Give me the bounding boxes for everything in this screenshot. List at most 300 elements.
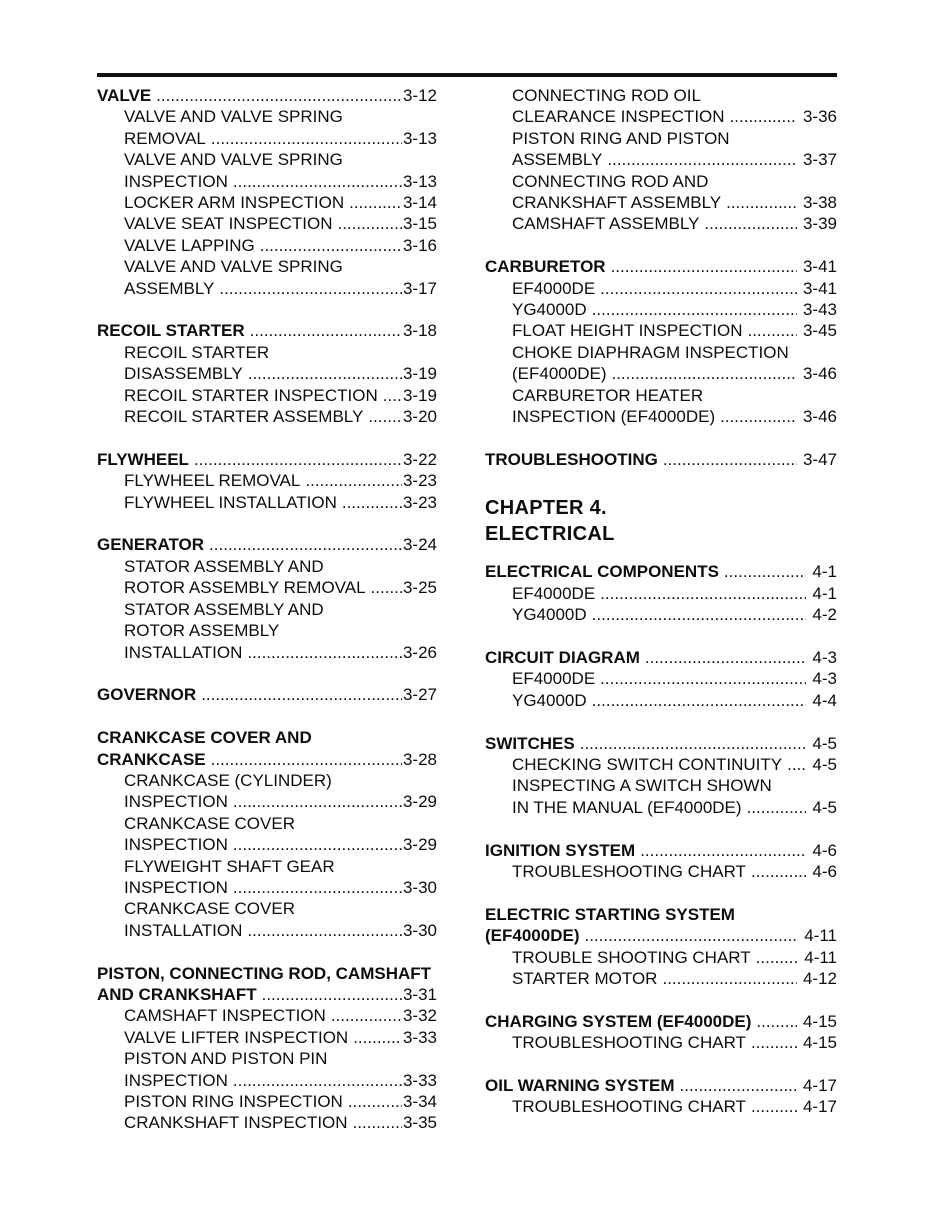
toc-entry-text: CHOKE DIAPHRAGM INSPECTION <box>512 342 789 362</box>
toc-entry-text: CONNECTING ROD AND <box>512 171 709 191</box>
dot-leader <box>756 1011 797 1032</box>
toc-section <box>485 1075 837 1118</box>
toc-entry-text: CLEARANCE INSPECTION <box>512 107 725 127</box>
toc-entry-text: EF4000DE <box>512 669 596 689</box>
page-number: 3-17 <box>402 278 437 298</box>
toc-entry-text: FLYWEIGHT SHAFT GEAR <box>124 856 335 876</box>
toc-entry-line <box>97 192 437 213</box>
toc-entry-text: IN THE MANUAL (EF4000DE) <box>512 797 742 817</box>
page-number: 3-46 <box>802 364 837 384</box>
toc-entry-text: INSPECTING A SWITCH SHOWN <box>512 776 772 796</box>
toc-entry-line <box>485 192 837 213</box>
dot-leader <box>600 583 806 604</box>
toc-entry-line <box>485 449 837 470</box>
dot-leader <box>611 256 797 277</box>
toc-entry-line <box>97 620 437 641</box>
page-number: 3-24 <box>402 535 437 555</box>
toc-entry-text: YG4000D <box>512 605 587 625</box>
dot-leader <box>262 984 402 1005</box>
toc-entry-text: CRANKCASE COVER AND <box>97 728 312 748</box>
dot-leader <box>383 385 402 406</box>
toc-entry-text: VALVE LIFTER INSPECTION <box>124 1027 349 1047</box>
toc-entry-line <box>485 213 837 234</box>
page-number: 3-22 <box>402 449 437 469</box>
toc-entry-text: DISASSEMBLY <box>124 364 243 384</box>
toc-entry-text: VALVE AND VALVE SPRING <box>124 150 343 170</box>
toc-section <box>485 733 837 819</box>
toc-entry-line <box>97 1091 437 1112</box>
dot-leader <box>580 733 807 754</box>
dot-leader <box>787 754 806 775</box>
page-number: 3-39 <box>802 214 837 234</box>
toc-entry-text: VALVE AND VALVE SPRING <box>124 257 343 277</box>
toc-entry-line <box>97 898 437 919</box>
page-number: 3-35 <box>402 1113 437 1133</box>
toc-entry-line <box>97 877 437 898</box>
toc-entry-text: INSPECTION <box>124 835 228 855</box>
toc-entry-line <box>97 278 437 299</box>
page-number: 3-30 <box>402 877 437 897</box>
toc-entry-text: INSPECTION <box>124 171 228 191</box>
dot-leader <box>349 192 402 213</box>
page-number: 3-38 <box>802 193 837 213</box>
dot-leader <box>211 128 402 149</box>
toc-entry-text: PISTON, CONNECTING ROD, CAMSHAFT <box>97 963 432 983</box>
toc-entry-line <box>485 278 837 299</box>
dot-leader <box>726 192 797 213</box>
toc-entry-line <box>97 556 437 577</box>
dot-leader <box>368 406 402 427</box>
dot-leader <box>724 561 807 582</box>
toc-entry-text: (EF4000DE) <box>485 926 580 946</box>
toc-entry-line <box>97 342 437 363</box>
toc-entry-line <box>485 668 837 689</box>
page-number: 4-6 <box>812 840 837 860</box>
toc-entry-line <box>97 856 437 877</box>
toc-entry-text: PISTON RING AND PISTON <box>512 128 730 148</box>
toc-entry-line <box>97 534 437 555</box>
dot-leader <box>607 149 797 170</box>
dot-leader <box>247 920 402 941</box>
toc-entry-line <box>485 840 837 861</box>
toc-entry-line <box>485 256 837 277</box>
toc-entry-line <box>97 599 437 620</box>
toc-entry-text: CAMSHAFT INSPECTION <box>124 1006 326 1026</box>
dot-leader <box>720 406 797 427</box>
toc-section <box>485 256 837 427</box>
page-number: 3-12 <box>402 86 437 105</box>
toc-entry-line <box>485 320 837 341</box>
toc-entry-text: OIL WARNING SYSTEM <box>485 1075 675 1095</box>
toc-section <box>485 449 837 470</box>
toc-entry-line <box>97 984 437 1005</box>
toc-entry-line <box>97 406 437 427</box>
toc-entry-text: VALVE AND VALVE SPRING <box>124 107 343 127</box>
toc-entry-line <box>485 904 837 925</box>
page-number: 4-3 <box>812 669 837 689</box>
toc-entry-line <box>97 920 437 941</box>
toc-entry-text: CIRCUIT DIAGRAM <box>485 647 640 667</box>
toc-entry-text: STARTER MOTOR <box>512 968 658 988</box>
toc-entry-text: ASSEMBLY <box>512 150 603 170</box>
toc-entry-line <box>485 775 837 796</box>
page-number: 4-15 <box>802 1033 837 1053</box>
toc-section <box>485 1011 837 1054</box>
page-number: 3-30 <box>402 920 437 940</box>
toc-entry-text: CRANKCASE COVER <box>124 899 295 919</box>
toc-entry-line <box>97 1112 437 1133</box>
page-number: 3-41 <box>802 257 837 277</box>
page-number: 3-26 <box>402 642 437 662</box>
dot-leader <box>211 749 402 770</box>
page-number: 3-15 <box>402 214 437 234</box>
toc-entry-line <box>97 106 437 127</box>
chapter-heading-text: ELECTRICAL <box>485 523 615 546</box>
dot-leader <box>248 363 402 384</box>
toc-entry-line <box>97 85 437 106</box>
toc-entry-text: GOVERNOR <box>97 685 197 705</box>
page-number: 3-23 <box>402 492 437 512</box>
page-number: 4-15 <box>802 1011 837 1031</box>
page-number: 3-34 <box>402 1092 437 1111</box>
dot-leader <box>260 235 402 256</box>
toc-entry-line <box>97 813 437 834</box>
page-number: 3-19 <box>402 364 437 384</box>
toc-entry-line <box>485 128 837 149</box>
toc-entry-text: INSPECTION <box>124 1070 228 1090</box>
page-number: 4-2 <box>812 605 837 625</box>
toc-column-left <box>97 85 437 1134</box>
toc-entry-line <box>485 583 837 604</box>
page-number: 3-31 <box>402 984 437 1004</box>
page-number: 4-17 <box>802 1075 837 1095</box>
toc-entry-line <box>485 106 837 127</box>
toc-entry-text: INSTALLATION <box>124 920 243 940</box>
toc-entry-text: RECOIL STARTER ASSEMBLY <box>124 407 364 427</box>
toc-section <box>485 647 837 711</box>
page-number: 3-28 <box>402 749 437 769</box>
toc-entry-line <box>97 492 437 513</box>
page-number: 4-1 <box>812 562 837 582</box>
toc-entry-line <box>485 561 837 582</box>
page-number: 3-33 <box>402 1027 437 1047</box>
toc-section <box>485 840 837 883</box>
chapter-heading-text: CHAPTER 4. <box>485 497 607 520</box>
page-number: 3-29 <box>402 792 437 812</box>
toc-section <box>485 561 837 625</box>
toc-entry-text: YG4000D <box>512 300 587 320</box>
toc-entry-line <box>97 363 437 384</box>
page-number: 3-19 <box>402 385 437 405</box>
toc-entry-text: ASSEMBLY <box>124 278 215 298</box>
toc-entry-line <box>485 1075 837 1096</box>
toc-entry-text: TROUBLESHOOTING CHART <box>512 1033 746 1053</box>
chapter-heading <box>485 495 837 547</box>
page-number: 4-4 <box>812 690 837 710</box>
dot-leader <box>611 363 796 384</box>
toc-entry-text: EF4000DE <box>512 583 596 603</box>
toc-entry-text: INSTALLATION <box>124 642 243 662</box>
dot-leader <box>747 320 796 341</box>
dot-leader <box>331 1005 402 1026</box>
toc-entry-line <box>485 733 837 754</box>
dot-leader <box>233 791 402 812</box>
toc-entry-text: INSPECTION <box>124 792 228 812</box>
dot-leader <box>600 668 806 689</box>
toc-entry-text: VALVE <box>97 86 152 105</box>
dot-leader <box>233 1070 402 1091</box>
toc-entry-line <box>485 968 837 989</box>
toc-entry-line <box>485 171 837 192</box>
toc-entry-text: PISTON RING INSPECTION <box>124 1092 343 1111</box>
toc-entry-line <box>97 577 437 598</box>
toc-entry-line <box>97 1027 437 1048</box>
toc-entry-line <box>97 171 437 192</box>
dot-leader <box>233 877 402 898</box>
toc-entry-text: ELECTRIC STARTING SYSTEM <box>485 904 735 924</box>
page-number: 3-14 <box>402 193 437 213</box>
toc-entry-line <box>97 385 437 406</box>
toc-entry-text: RECOIL STARTER INSPECTION <box>124 385 378 405</box>
toc-entry-text: VALVE LAPPING <box>124 235 255 255</box>
toc-entry-line <box>97 470 437 491</box>
toc-entry-text: INSPECTION <box>124 877 228 897</box>
toc-entry-line <box>485 797 837 818</box>
toc-entry-line <box>485 604 837 625</box>
dot-leader <box>756 947 799 968</box>
dot-leader <box>156 85 402 106</box>
dot-leader <box>305 470 402 491</box>
toc-entry-line <box>97 128 437 149</box>
toc-entry-line <box>485 1032 837 1053</box>
page-number: 3-27 <box>402 685 437 705</box>
page-number: 4-5 <box>812 797 837 817</box>
toc-section <box>97 85 437 299</box>
dot-leader <box>371 577 402 598</box>
toc-entry-line <box>97 320 437 341</box>
toc-entry-line <box>97 684 437 705</box>
toc-content <box>97 73 837 1134</box>
toc-entry-line <box>485 861 837 882</box>
page-number: 3-13 <box>402 128 437 148</box>
toc-entry-text: CRANKCASE <box>97 749 206 769</box>
toc-column-right <box>485 85 837 1118</box>
dot-leader <box>353 1027 402 1048</box>
toc-entry-text: ROTOR ASSEMBLY <box>124 621 280 641</box>
toc-entry-line <box>97 834 437 855</box>
dot-leader <box>353 1112 402 1133</box>
dot-leader <box>662 968 797 989</box>
toc-entry-text: FLYWHEEL REMOVAL <box>124 471 301 491</box>
page-number: 4-11 <box>804 926 837 946</box>
toc-entry-line <box>485 1096 837 1117</box>
dot-leader <box>645 647 807 668</box>
page-number: 3-32 <box>402 1006 437 1026</box>
toc-entry-line <box>97 963 437 984</box>
top-rule <box>97 73 837 77</box>
toc-entry-line <box>485 85 837 106</box>
dot-leader <box>704 213 797 234</box>
page-number: 3-37 <box>802 150 837 170</box>
page-number: 4-1 <box>812 583 837 603</box>
toc-entry-line <box>485 947 837 968</box>
toc-section <box>97 727 437 941</box>
toc-entry-line <box>485 406 837 427</box>
dot-leader <box>680 1075 797 1096</box>
toc-entry-text: AND CRANKSHAFT <box>97 984 257 1004</box>
chapter-heading-line <box>485 521 837 547</box>
toc-entry-text: FLYWHEEL <box>97 449 189 469</box>
page-number: 4-12 <box>802 968 837 988</box>
toc-section <box>97 684 437 705</box>
toc-entry-text: CARBURETOR <box>485 257 606 277</box>
dot-leader <box>592 299 797 320</box>
toc-entry-text: YG4000D <box>512 690 587 710</box>
toc-entry-line <box>97 449 437 470</box>
toc-section <box>485 85 837 235</box>
toc-entry-text: CRANKCASE (CYLINDER) <box>124 770 332 790</box>
page-number: 3-25 <box>402 578 437 598</box>
dot-leader <box>751 861 806 882</box>
page-number: 3-13 <box>402 171 437 191</box>
dot-leader <box>640 840 806 861</box>
toc-entry-line <box>485 385 837 406</box>
toc-entry-line <box>97 235 437 256</box>
toc-entry-line <box>97 770 437 791</box>
dot-leader <box>219 278 402 299</box>
dot-leader <box>584 925 798 946</box>
toc-entry-text: TROUBLE SHOOTING CHART <box>512 947 751 967</box>
toc-entry-text: VALVE SEAT INSPECTION <box>124 214 333 234</box>
toc-entry-text: RECOIL STARTER <box>124 342 270 362</box>
dot-leader <box>747 797 807 818</box>
toc-entry-line <box>485 925 837 946</box>
toc-entry-line <box>485 754 837 775</box>
toc-entry-line <box>97 1048 437 1069</box>
toc-section <box>97 449 437 513</box>
dot-leader <box>663 449 797 470</box>
toc-entry-text: RECOIL STARTER <box>97 321 245 341</box>
toc-entry-line <box>97 749 437 770</box>
toc-entry-line <box>485 149 837 170</box>
dot-leader <box>337 213 402 234</box>
page-number: 3-29 <box>402 835 437 855</box>
page-number: 3-45 <box>802 321 837 341</box>
toc-columns <box>97 85 837 1134</box>
page-number: 4-17 <box>802 1097 837 1117</box>
toc-entry-text: SWITCHES <box>485 733 575 753</box>
toc-entry-line <box>97 1070 437 1091</box>
toc-entry-text: LOCKER ARM INSPECTION <box>124 193 345 213</box>
dot-leader <box>233 171 402 192</box>
toc-entry-line <box>97 791 437 812</box>
toc-entry-text: CONNECTING ROD OIL <box>512 86 701 105</box>
toc-entry-text: EF4000DE <box>512 278 596 298</box>
dot-leader <box>342 492 402 513</box>
toc-entry-text: FLYWHEEL INSTALLATION <box>124 492 337 512</box>
dot-leader <box>194 449 402 470</box>
dot-leader <box>751 1096 797 1117</box>
toc-entry-text: (EF4000DE) <box>512 364 607 384</box>
toc-entry-line <box>485 342 837 363</box>
dot-leader <box>592 604 807 625</box>
page-number: 4-5 <box>812 754 837 774</box>
dot-leader <box>201 684 402 705</box>
toc-entry-text: CARBURETOR HEATER <box>512 385 704 405</box>
dot-leader <box>209 534 402 555</box>
toc-entry-text: STATOR ASSEMBLY AND <box>124 556 324 576</box>
page-number: 3-41 <box>802 278 837 298</box>
page-number: 3-43 <box>802 300 837 320</box>
toc-entry-text: CHECKING SWITCH CONTINUITY <box>512 754 783 774</box>
toc-entry-text: CHARGING SYSTEM (EF4000DE) <box>485 1011 752 1031</box>
page-number: 3-46 <box>802 407 837 427</box>
page-number: 3-36 <box>802 107 837 127</box>
toc-entry-line <box>485 690 837 711</box>
toc-entry-text: STATOR ASSEMBLY AND <box>124 599 324 619</box>
page-number: 4-11 <box>804 947 837 967</box>
toc-entry-text: PISTON AND PISTON PIN <box>124 1049 328 1069</box>
page-number: 3-23 <box>402 471 437 491</box>
page-number: 3-33 <box>402 1070 437 1090</box>
page-number: 3-18 <box>402 321 437 341</box>
toc-entry-text: TROUBLESHOOTING CHART <box>512 1097 746 1117</box>
toc-entry-text: CAMSHAFT ASSEMBLY <box>512 214 700 234</box>
dot-leader <box>730 106 797 127</box>
dot-leader <box>600 278 797 299</box>
toc-entry-text: REMOVAL <box>124 128 206 148</box>
toc-entry-line <box>97 642 437 663</box>
toc-entry-line <box>97 256 437 277</box>
page-number: 4-3 <box>812 647 837 667</box>
dot-leader <box>348 1091 402 1112</box>
toc-section <box>485 904 837 990</box>
toc-entry-line <box>485 647 837 668</box>
toc-entry-text: TROUBLESHOOTING CHART <box>512 861 746 881</box>
page-number: 3-16 <box>402 235 437 255</box>
toc-entry-line <box>485 363 837 384</box>
toc-section <box>97 534 437 662</box>
dot-leader <box>247 642 402 663</box>
toc-entry-text: FLOAT HEIGHT INSPECTION <box>512 321 743 341</box>
toc-entry-line <box>97 213 437 234</box>
dot-leader <box>250 320 402 341</box>
toc-entry-text: CRANKSHAFT INSPECTION <box>124 1113 348 1133</box>
page-number: 3-47 <box>802 449 837 469</box>
page-number: 4-6 <box>812 861 837 881</box>
dot-leader <box>233 834 402 855</box>
toc-entry-text: IGNITION SYSTEM <box>485 840 636 860</box>
toc-entry-text: CRANKCASE COVER <box>124 813 295 833</box>
dot-leader <box>592 690 807 711</box>
toc-entry-text: ROTOR ASSEMBLY REMOVAL <box>124 578 366 598</box>
toc-entry-text: ELECTRICAL COMPONENTS <box>485 562 719 582</box>
toc-entry-text: GENERATOR <box>97 535 205 555</box>
toc-section <box>97 963 437 1134</box>
toc-entry-line <box>97 727 437 748</box>
toc-entry-text: INSPECTION (EF4000DE) <box>512 407 716 427</box>
chapter-heading-line <box>485 495 837 521</box>
toc-entry-text: TROUBLESHOOTING <box>485 449 658 469</box>
toc-entry-line <box>485 1011 837 1032</box>
toc-entry-line <box>97 1005 437 1026</box>
page-number: 4-5 <box>812 733 837 753</box>
page-number: 3-20 <box>402 407 437 427</box>
toc-entry-line <box>97 149 437 170</box>
toc-entry-line <box>485 299 837 320</box>
toc-section <box>97 320 437 427</box>
dot-leader <box>751 1032 797 1053</box>
